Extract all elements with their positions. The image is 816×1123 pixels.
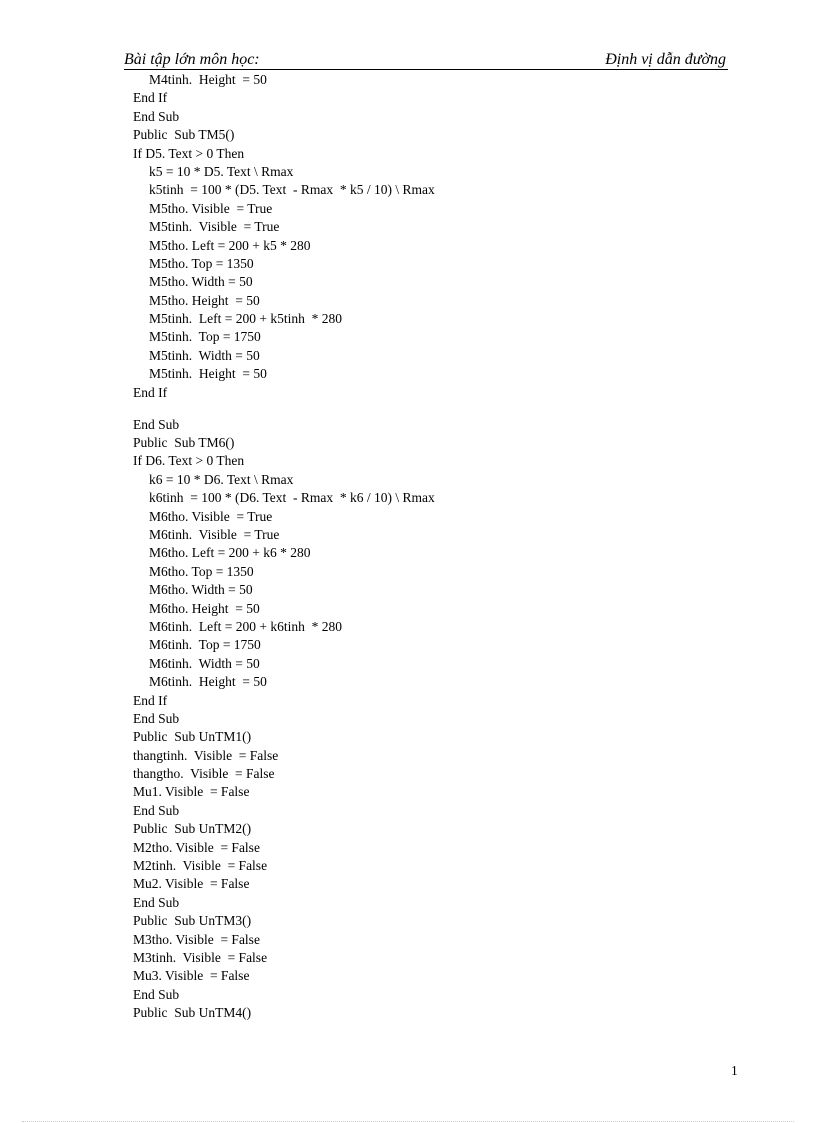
page-header — [124, 50, 728, 70]
code-line: M6tinh. Width = 50 — [149, 655, 260, 671]
code-line: k5tinh = 100 * (D5. Text - Rmax * k5 / 10) \ Rmax — [149, 182, 435, 198]
code-line: M6tho. Top = 1350 — [149, 563, 254, 579]
code-line: End If — [133, 384, 168, 400]
code-line: M3tinh. Visible = False — [133, 949, 268, 965]
code-line: M5tho. Height = 50 — [149, 292, 260, 308]
code-line: End If — [133, 692, 168, 708]
code-line: M6tinh. Height = 50 — [149, 674, 267, 690]
code-line: M5tho. Left = 200 + k5 * 280 — [149, 237, 311, 253]
code-line: M5tinh. Width = 50 — [149, 347, 260, 363]
header-course-title: Bài tập lớn môn học: — [124, 51, 260, 68]
code-line: M5tinh. Top = 1750 — [149, 329, 261, 345]
header-topic-title: Định vị dẫn đường — [605, 51, 726, 68]
code-line: Public Sub UnTM4() — [133, 1005, 252, 1021]
code-line: M6tho. Width = 50 — [149, 582, 253, 598]
code-line: M3tho. Visible = False — [133, 931, 260, 947]
code-line: M5tinh. Visible = True — [149, 219, 280, 235]
code-line: M6tinh. Visible = True — [149, 526, 280, 542]
code-line: End Sub — [133, 986, 180, 1002]
code-line: M6tho. Left = 200 + k6 * 280 — [149, 545, 311, 561]
code-line: Public Sub UnTM2() — [133, 821, 252, 837]
code-line: End Sub — [133, 710, 180, 726]
code-line: If D6. Text > 0 Then — [133, 453, 245, 469]
code-line: Public Sub UnTM3() — [133, 913, 252, 929]
code-line: M2tho. Visible = False — [133, 839, 260, 855]
code-line: k5 = 10 * D5. Text \ Rmax — [149, 163, 294, 179]
code-line: M5tinh. Left = 200 + k5tinh * 280 — [149, 311, 342, 327]
code-line: Mu2. Visible = False — [133, 876, 250, 892]
code-listing — [133, 71, 733, 1023]
code-line: Mu1. Visible = False — [133, 784, 250, 800]
code-line: If D5. Text > 0 Then — [133, 145, 245, 161]
code-line: End Sub — [133, 894, 180, 910]
code-line: End Sub — [133, 108, 180, 124]
code-line: Public Sub TM6() — [133, 435, 235, 451]
code-line: M5tinh. Height = 50 — [149, 366, 267, 382]
code-line: Public Sub UnTM1() — [133, 729, 252, 745]
code-line: k6tinh = 100 * (D6. Text - Rmax * k6 / 10) \ Rmax — [149, 490, 435, 506]
code-line: thangtinh. Visible = False — [133, 747, 279, 763]
code-line: Mu3. Visible = False — [133, 968, 250, 984]
code-line: M5tho. Top = 1350 — [149, 255, 254, 271]
code-line: M6tho. Visible = True — [149, 508, 273, 524]
code-line: End If — [133, 90, 168, 106]
code-line: M6tinh. Top = 1750 — [149, 637, 261, 653]
page-bottom-divider — [22, 1121, 794, 1122]
code-line: End Sub — [133, 802, 180, 818]
code-line: M5tho. Width = 50 — [149, 274, 253, 290]
code-line: M6tho. Height = 50 — [149, 600, 260, 616]
code-line: M4tinh. Height = 50 — [149, 72, 267, 87]
page-number: 1 — [731, 1063, 738, 1078]
code-line: Public Sub TM5() — [133, 127, 235, 143]
code-line: M2tinh. Visible = False — [133, 858, 268, 874]
code-line: k6 = 10 * D6. Text \ Rmax — [149, 471, 294, 487]
code-line: thangtho. Visible = False — [133, 766, 275, 782]
code-line: End Sub — [133, 416, 180, 432]
code-line: M6tinh. Left = 200 + k6tinh * 280 — [149, 618, 342, 634]
code-line: M5tho. Visible = True — [149, 200, 273, 216]
